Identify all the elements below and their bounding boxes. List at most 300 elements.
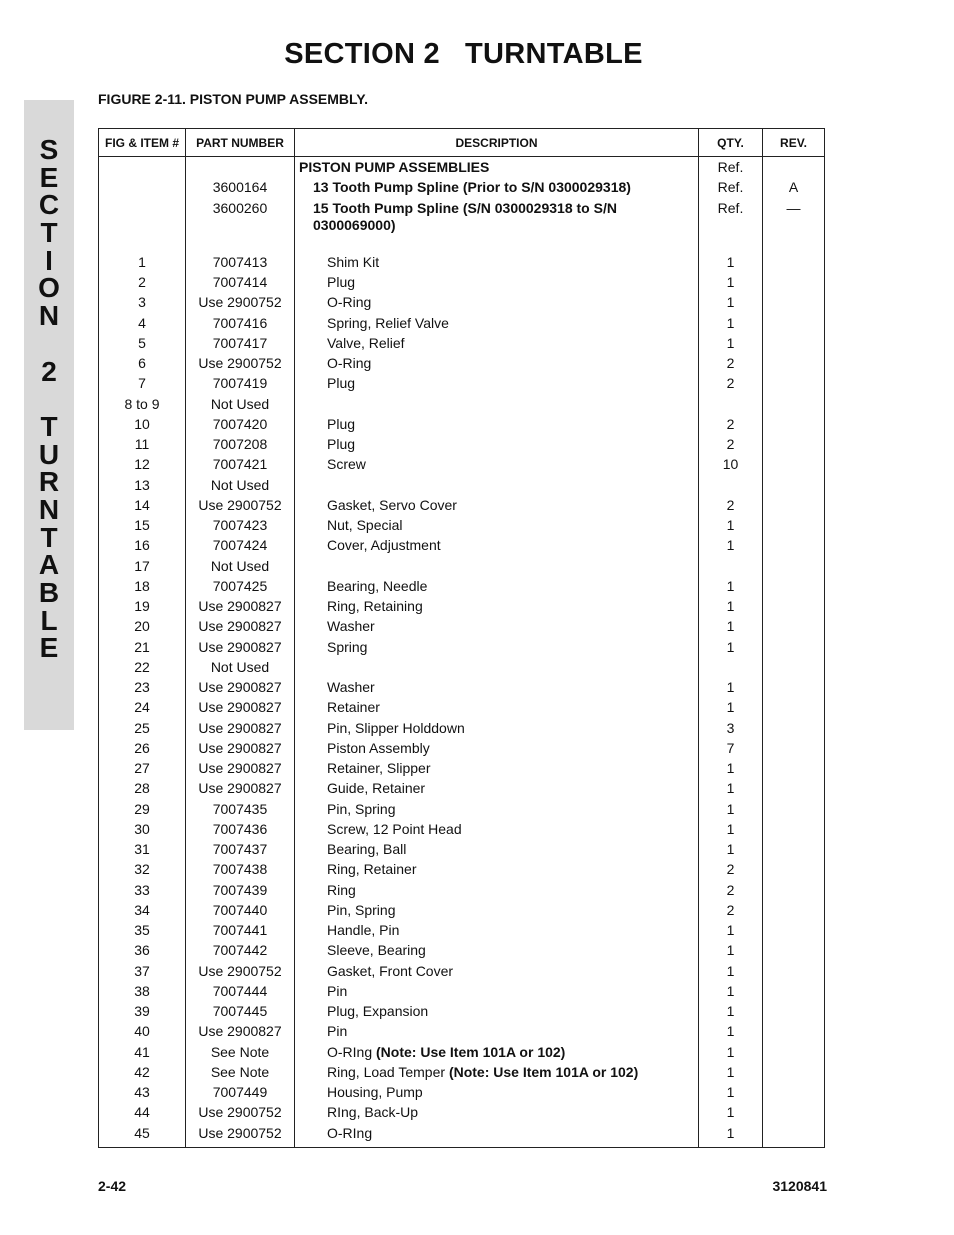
part-number-cell: 7007416 xyxy=(186,315,295,335)
rev-cell xyxy=(763,841,825,861)
table-row xyxy=(99,942,825,962)
rev-cell xyxy=(763,274,825,294)
table-row xyxy=(99,335,825,355)
qty-cell: 2 xyxy=(699,882,763,902)
table-row xyxy=(99,1125,825,1148)
table-row xyxy=(99,659,825,679)
description-text: Plug xyxy=(327,274,356,290)
table-row xyxy=(99,179,825,199)
description-cell xyxy=(295,1064,699,1084)
description-cell xyxy=(295,922,699,942)
rev-cell xyxy=(763,497,825,517)
description-text: Bearing, Ball xyxy=(327,841,407,857)
header-rev: REV. xyxy=(763,129,825,157)
item-number-cell: 44 xyxy=(99,1104,186,1124)
side-tab-letter: I xyxy=(45,244,53,276)
description-cell xyxy=(295,200,699,234)
rev-cell xyxy=(763,679,825,699)
qty-cell: 1 xyxy=(699,679,763,699)
rev-cell xyxy=(763,902,825,922)
item-number-cell: 2 xyxy=(99,274,186,294)
description-text: Ring xyxy=(327,881,356,898)
description-text: Valve, Relief xyxy=(327,334,405,351)
part-number-cell: 7007419 xyxy=(186,375,295,395)
item-number-cell: 11 xyxy=(99,436,186,456)
description-text: Pin xyxy=(327,982,348,999)
side-tab-letter: T xyxy=(40,217,58,249)
rev-cell xyxy=(763,396,825,416)
description-cell xyxy=(295,679,699,699)
part-number-cell: 7007441 xyxy=(186,922,295,942)
table-row xyxy=(99,1084,825,1104)
rev-cell xyxy=(763,537,825,557)
qty-cell xyxy=(699,396,763,416)
qty-cell: 3 xyxy=(699,720,763,740)
part-number-cell: 7007417 xyxy=(186,335,295,355)
item-number-cell: 28 xyxy=(99,780,186,800)
qty-cell: 1 xyxy=(699,780,763,800)
qty-cell: 2 xyxy=(699,902,763,922)
qty-cell: 1 xyxy=(699,618,763,638)
side-tab-letter: B xyxy=(38,577,60,608)
description-cell xyxy=(295,801,699,821)
qty-cell: 1 xyxy=(699,922,763,942)
qty-cell xyxy=(699,659,763,679)
description-cell xyxy=(295,882,699,902)
table-row xyxy=(99,396,825,416)
qty-cell: 1 xyxy=(699,598,763,618)
description-text: Retainer xyxy=(327,699,380,716)
description-text: Washer xyxy=(327,618,375,635)
description-cell xyxy=(295,841,699,861)
qty-cell: 1 xyxy=(699,963,763,983)
description-cell xyxy=(295,760,699,780)
table-row xyxy=(99,740,825,760)
rev-cell xyxy=(763,801,825,821)
table-row xyxy=(99,618,825,638)
description-text: Piston Assembly xyxy=(327,739,430,756)
item-number-cell: 43 xyxy=(99,1084,186,1104)
table-row xyxy=(99,157,825,180)
description-text: Plug xyxy=(327,415,356,432)
description-cell xyxy=(295,335,699,355)
table-row xyxy=(99,578,825,598)
description-cell xyxy=(295,639,699,659)
description-text: Screw, 12 Point Head xyxy=(327,820,462,837)
part-number-cell: 3600260 xyxy=(186,200,295,234)
description-text: Ring, Retaining xyxy=(327,598,423,614)
table-row xyxy=(99,780,825,800)
qty-cell: 1 xyxy=(699,1023,763,1043)
table-row xyxy=(99,963,825,983)
part-number-cell: Use 2900827 xyxy=(186,598,295,618)
table-row xyxy=(99,254,825,274)
description-text: Retainer, Slipper xyxy=(327,760,431,776)
side-tab-letter: U xyxy=(38,438,60,470)
description-text: Housing, Pump xyxy=(327,1084,423,1100)
item-number-cell: 23 xyxy=(99,679,186,699)
description-cell xyxy=(295,477,699,497)
description-cell xyxy=(295,294,699,314)
qty-cell: Ref. xyxy=(699,157,763,180)
description-cell xyxy=(295,436,699,456)
description-cell xyxy=(295,983,699,1003)
item-number-cell: 41 xyxy=(99,1044,186,1064)
table-row xyxy=(99,760,825,780)
part-number-cell: 7007436 xyxy=(186,821,295,841)
part-number-cell: Use 2900752 xyxy=(186,1125,295,1148)
description-text: Spring, Relief Valve xyxy=(327,314,449,331)
item-number-cell: 31 xyxy=(99,841,186,861)
item-number-cell: 35 xyxy=(99,922,186,942)
part-number-cell: See Note xyxy=(186,1044,295,1064)
qty-cell: 2 xyxy=(699,497,763,517)
qty-cell: 1 xyxy=(699,983,763,1003)
item-number-cell: 32 xyxy=(99,861,186,881)
part-number-cell: Use 2900827 xyxy=(186,618,295,638)
part-number-cell: 3600164 xyxy=(186,179,295,199)
qty-cell: 1 xyxy=(699,1104,763,1124)
description-cell xyxy=(295,861,699,881)
description-cell xyxy=(295,902,699,922)
part-number-cell: Use 2900752 xyxy=(186,355,295,375)
item-number-cell: 3 xyxy=(99,294,186,314)
rev-cell xyxy=(763,821,825,841)
qty-cell: 1 xyxy=(699,942,763,962)
rev-cell xyxy=(763,294,825,314)
item-number-cell: 10 xyxy=(99,416,186,436)
table-row xyxy=(99,355,825,375)
description-cell xyxy=(295,274,699,294)
description-cell xyxy=(295,659,699,679)
table-row xyxy=(99,497,825,517)
rev-cell xyxy=(763,315,825,335)
part-number-cell: 7007445 xyxy=(186,1003,295,1023)
parts-table xyxy=(98,128,825,1148)
item-number-cell: 38 xyxy=(99,983,186,1003)
rev-cell xyxy=(763,639,825,659)
table-row xyxy=(99,416,825,436)
part-number-cell: Use 2900752 xyxy=(186,1104,295,1124)
description-text: Pin, Spring xyxy=(327,800,396,817)
description-cell xyxy=(295,780,699,800)
rev-cell xyxy=(763,456,825,476)
item-number-cell: 12 xyxy=(99,456,186,476)
table-row xyxy=(99,558,825,578)
part-number-cell xyxy=(186,157,295,180)
table-header-row xyxy=(99,129,825,157)
qty-cell: 1 xyxy=(699,801,763,821)
rev-cell xyxy=(763,659,825,679)
rev-cell xyxy=(763,254,825,274)
table-row xyxy=(99,1044,825,1064)
description-cell xyxy=(295,375,699,395)
part-number-cell: 7007208 xyxy=(186,436,295,456)
qty-cell: 2 xyxy=(699,355,763,375)
item-number-cell: 25 xyxy=(99,720,186,740)
qty-cell: 1 xyxy=(699,537,763,557)
qty-cell: 1 xyxy=(699,821,763,841)
side-tab-letter: C xyxy=(38,189,60,221)
qty-cell: 2 xyxy=(699,861,763,881)
part-number-cell: Use 2900752 xyxy=(186,497,295,517)
rev-cell xyxy=(763,558,825,578)
section-side-tab-letters xyxy=(24,136,74,662)
document-number: 3120841 xyxy=(772,1178,827,1194)
table-row xyxy=(99,679,825,699)
part-number-cell: Use 2900827 xyxy=(186,699,295,719)
side-tab-letter: N xyxy=(38,493,60,525)
item-number-cell: 29 xyxy=(99,801,186,821)
description-text: Nut, Special xyxy=(327,517,403,533)
rev-cell xyxy=(763,861,825,881)
description-text: 13 Tooth Pump Spline (Prior to S/N 0300029318) xyxy=(313,179,631,196)
description-cell xyxy=(295,720,699,740)
item-number-cell: 6 xyxy=(99,355,186,375)
qty-cell xyxy=(699,558,763,578)
description-text: Pin xyxy=(327,1023,348,1040)
qty-cell: 1 xyxy=(699,578,763,598)
header-part-number: PART NUMBER xyxy=(186,129,295,157)
part-number-cell: See Note xyxy=(186,1064,295,1084)
part-number-cell: 7007423 xyxy=(186,517,295,537)
header-description: DESCRIPTION xyxy=(295,129,699,157)
description-text: Guide, Retainer xyxy=(327,780,426,797)
qty-cell: 1 xyxy=(699,274,763,294)
description-text: O-Ring xyxy=(327,355,372,371)
qty-cell: 2 xyxy=(699,436,763,456)
rev-cell xyxy=(763,335,825,355)
table-row xyxy=(99,1064,825,1084)
rev-cell xyxy=(763,1084,825,1104)
side-tab-letter: T xyxy=(40,410,58,442)
side-tab-letter: E xyxy=(39,161,59,193)
table-row xyxy=(99,922,825,942)
description-cell xyxy=(295,517,699,537)
rev-cell xyxy=(763,760,825,780)
description-cell xyxy=(295,157,699,180)
side-tab-letter: O xyxy=(38,272,60,304)
part-number-cell: Use 2900827 xyxy=(186,639,295,659)
rev-cell: A xyxy=(763,179,825,199)
rev-cell xyxy=(763,477,825,497)
rev-cell xyxy=(763,780,825,800)
rev-cell xyxy=(763,1044,825,1064)
table-row xyxy=(99,598,825,618)
rev-cell xyxy=(763,740,825,760)
rev-cell xyxy=(763,1064,825,1084)
table-row xyxy=(99,234,825,254)
qty-cell: 1 xyxy=(699,1064,763,1084)
side-tab-letter: R xyxy=(38,466,60,498)
description-text: Handle, Pin xyxy=(327,922,400,938)
qty-cell: 10 xyxy=(699,456,763,476)
rev-cell xyxy=(763,416,825,436)
qty-cell: 1 xyxy=(699,315,763,335)
description-text: Washer xyxy=(327,679,375,695)
description-text: O-RIng xyxy=(327,1124,373,1141)
part-number-cell: Use 2900827 xyxy=(186,780,295,800)
description-note: (Note: Use Item 101A or 102) xyxy=(376,1043,566,1060)
item-number-cell: 8 to 9 xyxy=(99,396,186,416)
description-text: Ring, Retainer xyxy=(327,861,417,878)
rev-cell xyxy=(763,1104,825,1124)
part-number-cell: 7007437 xyxy=(186,841,295,861)
part-number-cell: 7007435 xyxy=(186,801,295,821)
side-tab-letter: N xyxy=(38,300,60,332)
table-row xyxy=(99,1104,825,1124)
part-number-cell: Use 2900827 xyxy=(186,720,295,740)
qty-cell: 1 xyxy=(699,841,763,861)
description-text: PISTON PUMP ASSEMBLIES xyxy=(299,159,490,175)
part-number-cell: 7007440 xyxy=(186,902,295,922)
description-cell xyxy=(295,1044,699,1064)
description-cell xyxy=(295,537,699,557)
table-row xyxy=(99,315,825,335)
part-number-cell: 7007439 xyxy=(186,882,295,902)
item-number-cell: 37 xyxy=(99,963,186,983)
description-cell xyxy=(295,396,699,416)
rev-cell xyxy=(763,922,825,942)
description-cell xyxy=(295,1023,699,1043)
qty-cell: 1 xyxy=(699,335,763,355)
item-number-cell xyxy=(99,200,186,234)
table-row xyxy=(99,841,825,861)
table-row xyxy=(99,200,825,234)
rev-cell xyxy=(763,598,825,618)
item-number-cell: 16 xyxy=(99,537,186,557)
description-cell xyxy=(295,821,699,841)
description-cell xyxy=(295,1104,699,1124)
item-number-cell: 33 xyxy=(99,882,186,902)
description-cell xyxy=(295,598,699,618)
qty-cell: 1 xyxy=(699,1084,763,1104)
description-cell xyxy=(295,254,699,274)
table-row xyxy=(99,801,825,821)
description-cell xyxy=(295,578,699,598)
item-number-cell: 39 xyxy=(99,1003,186,1023)
description-cell xyxy=(295,740,699,760)
rev-cell xyxy=(763,436,825,456)
description-cell xyxy=(295,497,699,517)
rev-cell xyxy=(763,1023,825,1043)
qty-cell: 1 xyxy=(699,1125,763,1148)
description-text: O-Ring xyxy=(327,294,372,311)
part-number-cell: Use 2900827 xyxy=(186,679,295,699)
part-number-cell xyxy=(186,234,295,254)
rev-cell xyxy=(763,1003,825,1023)
description-text: Plug, Expansion xyxy=(327,1003,429,1019)
description-text: Gasket, Servo Cover xyxy=(327,496,457,513)
part-number-cell: 7007424 xyxy=(186,537,295,557)
part-number-cell: 7007444 xyxy=(186,983,295,1003)
description-text: Ring, Load Temper xyxy=(327,1063,449,1080)
page-number: 2-42 xyxy=(98,1178,127,1194)
description-cell xyxy=(295,416,699,436)
description-text: Screw xyxy=(327,456,366,473)
part-number-cell: 7007420 xyxy=(186,416,295,436)
description-text: Sleeve, Bearing xyxy=(327,942,426,959)
item-number-cell: 18 xyxy=(99,578,186,598)
rev-cell xyxy=(763,882,825,902)
item-number-cell: 42 xyxy=(99,1064,186,1084)
table-row xyxy=(99,639,825,659)
part-number-cell: Use 2900752 xyxy=(186,963,295,983)
description-cell xyxy=(295,456,699,476)
side-tab-letter: E xyxy=(39,632,59,664)
qty-cell: Ref. xyxy=(699,200,763,234)
description-cell xyxy=(295,618,699,638)
item-number-cell: 13 xyxy=(99,477,186,497)
qty-cell: 2 xyxy=(699,375,763,395)
qty-cell: 1 xyxy=(699,1044,763,1064)
item-number-cell: 7 xyxy=(99,375,186,395)
table-row xyxy=(99,983,825,1003)
item-number-cell: 20 xyxy=(99,618,186,638)
description-cell xyxy=(295,315,699,335)
rev-cell xyxy=(763,618,825,638)
qty-cell: 1 xyxy=(699,1003,763,1023)
table-row xyxy=(99,821,825,841)
qty-cell: 1 xyxy=(699,517,763,537)
table-row xyxy=(99,375,825,395)
part-number-cell: Not Used xyxy=(186,396,295,416)
part-number-cell: 7007413 xyxy=(186,254,295,274)
qty-cell: 1 xyxy=(699,254,763,274)
part-number-cell: Not Used xyxy=(186,558,295,578)
side-tab-letter: S xyxy=(39,134,59,165)
side-tab-letter: T xyxy=(40,521,58,553)
table-row xyxy=(99,436,825,456)
qty-cell: Ref. xyxy=(699,179,763,199)
side-tab-letter: 2 xyxy=(41,355,57,387)
rev-cell xyxy=(763,983,825,1003)
description-cell xyxy=(295,1003,699,1023)
description-text: Pin, Spring xyxy=(327,901,396,918)
item-number-cell: 14 xyxy=(99,497,186,517)
table-row xyxy=(99,294,825,314)
part-number-cell: Use 2900827 xyxy=(186,740,295,760)
rev-cell xyxy=(763,375,825,395)
qty-cell: 1 xyxy=(699,639,763,659)
description-cell xyxy=(295,558,699,578)
item-number-cell: 21 xyxy=(99,639,186,659)
part-number-cell: Use 2900827 xyxy=(186,760,295,780)
item-number-cell: 5 xyxy=(99,335,186,355)
qty-cell: 7 xyxy=(699,740,763,760)
item-number-cell: 22 xyxy=(99,659,186,679)
parts-table-body xyxy=(99,157,825,1148)
part-number-cell: 7007442 xyxy=(186,942,295,962)
rev-cell xyxy=(763,942,825,962)
description-note: (Note: Use Item 101A or 102) xyxy=(448,1063,639,1080)
table-row xyxy=(99,517,825,537)
table-row xyxy=(99,882,825,902)
item-number-cell: 17 xyxy=(99,558,186,578)
table-row xyxy=(99,902,825,922)
description-text: Shim Kit xyxy=(327,253,380,270)
item-number-cell xyxy=(99,157,186,180)
qty-cell: 1 xyxy=(699,760,763,780)
part-number-cell: Use 2900752 xyxy=(186,294,295,314)
rev-cell xyxy=(763,355,825,375)
description-cell xyxy=(295,1125,699,1148)
description-text: Gasket, Front Cover xyxy=(327,962,454,979)
qty-cell: 1 xyxy=(699,699,763,719)
description-text: Plug xyxy=(327,375,356,392)
description-text: Pin, Slipper Holddown xyxy=(327,719,465,736)
table-row xyxy=(99,1003,825,1023)
